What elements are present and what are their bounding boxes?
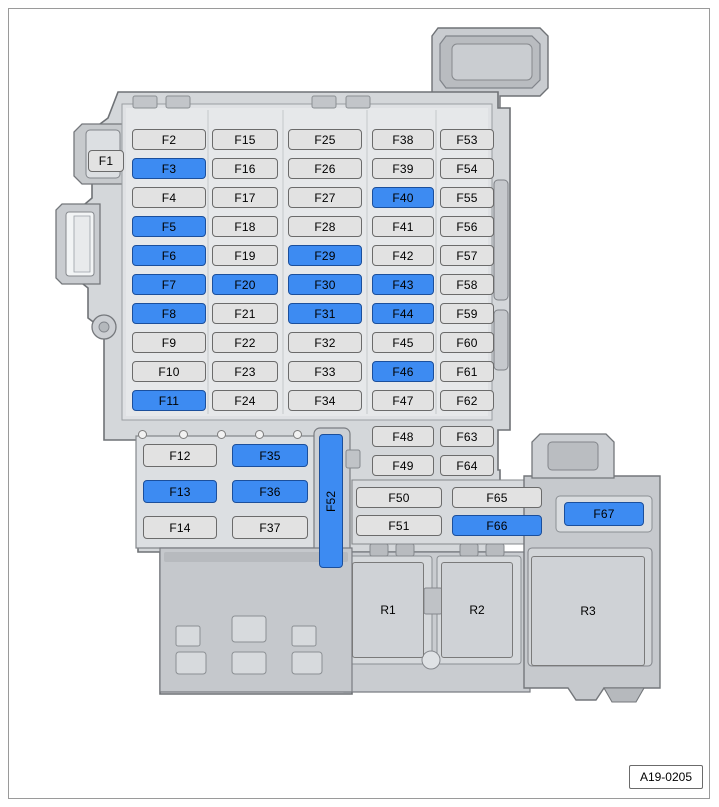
fuse-F67[interactable]: F67 (564, 502, 644, 526)
fuse-F24[interactable]: F24 (212, 390, 278, 411)
fuse-F2[interactable]: F2 (132, 129, 206, 150)
fuse-F9[interactable]: F9 (132, 332, 206, 353)
fuse-F32[interactable]: F32 (288, 332, 362, 353)
fuse-F44[interactable]: F44 (372, 303, 434, 324)
fuse-F7[interactable]: F7 (132, 274, 206, 295)
fuse-F15[interactable]: F15 (212, 129, 278, 150)
contact-point (217, 430, 226, 439)
contact-point (293, 430, 302, 439)
fuse-F29[interactable]: F29 (288, 245, 362, 266)
fuse-F49[interactable]: F49 (372, 455, 434, 476)
fuse-F61[interactable]: F61 (440, 361, 494, 382)
fuse-F18[interactable]: F18 (212, 216, 278, 237)
fuse-F56[interactable]: F56 (440, 216, 494, 237)
fuse-F57[interactable]: F57 (440, 245, 494, 266)
fuse-F45[interactable]: F45 (372, 332, 434, 353)
fuse-F39[interactable]: F39 (372, 158, 434, 179)
fuse-F63[interactable]: F63 (440, 426, 494, 447)
contact-point (179, 430, 188, 439)
fuse-F66[interactable]: F66 (452, 515, 542, 536)
fuse-F50[interactable]: F50 (356, 487, 442, 508)
fuse-F58[interactable]: F58 (440, 274, 494, 295)
fuse-F14[interactable]: F14 (143, 516, 217, 539)
relay-R1[interactable]: R1 (352, 562, 424, 658)
fuse-F8[interactable]: F8 (132, 303, 206, 324)
fuse-F37[interactable]: F37 (232, 516, 308, 539)
fuse-F26[interactable]: F26 (288, 158, 362, 179)
fuse-F42[interactable]: F42 (372, 245, 434, 266)
fuse-F62[interactable]: F62 (440, 390, 494, 411)
fuse-F31[interactable]: F31 (288, 303, 362, 324)
fuse-F38[interactable]: F38 (372, 129, 434, 150)
fuse-F20[interactable]: F20 (212, 274, 278, 295)
fuse-F46[interactable]: F46 (372, 361, 434, 382)
fuse-F55[interactable]: F55 (440, 187, 494, 208)
fuse-F40[interactable]: F40 (372, 187, 434, 208)
fuse-F4[interactable]: F4 (132, 187, 206, 208)
fuse-F22[interactable]: F22 (212, 332, 278, 353)
fuse-F5[interactable]: F5 (132, 216, 206, 237)
fuse-F6[interactable]: F6 (132, 245, 206, 266)
fuse-F52[interactable]: F52 (319, 434, 343, 568)
fuse-F11[interactable]: F11 (132, 390, 206, 411)
fuse-F23[interactable]: F23 (212, 361, 278, 382)
fuse-F47[interactable]: F47 (372, 390, 434, 411)
fuse-F51[interactable]: F51 (356, 515, 442, 536)
fuse-F3[interactable]: F3 (132, 158, 206, 179)
fuse-F21[interactable]: F21 (212, 303, 278, 324)
fuse-F41[interactable]: F41 (372, 216, 434, 237)
fuse-F65[interactable]: F65 (452, 487, 542, 508)
fuse-F34[interactable]: F34 (288, 390, 362, 411)
fuse-F64[interactable]: F64 (440, 455, 494, 476)
fuse-F19[interactable]: F19 (212, 245, 278, 266)
contact-point (255, 430, 264, 439)
fuse-F10[interactable]: F10 (132, 361, 206, 382)
fuse-F36[interactable]: F36 (232, 480, 308, 503)
fuse-F54[interactable]: F54 (440, 158, 494, 179)
fuse-F33[interactable]: F33 (288, 361, 362, 382)
fuse-F53[interactable]: F53 (440, 129, 494, 150)
fuse-F17[interactable]: F17 (212, 187, 278, 208)
fuse-F30[interactable]: F30 (288, 274, 362, 295)
fuse-F16[interactable]: F16 (212, 158, 278, 179)
contact-point (138, 430, 147, 439)
fuse-F12[interactable]: F12 (143, 444, 217, 467)
fuse-F48[interactable]: F48 (372, 426, 434, 447)
fuse-F1[interactable]: F1 (88, 150, 124, 172)
relay-R3[interactable]: R3 (531, 556, 645, 666)
fuse-F59[interactable]: F59 (440, 303, 494, 324)
fuse-F27[interactable]: F27 (288, 187, 362, 208)
fuse-F28[interactable]: F28 (288, 216, 362, 237)
fuse-F43[interactable]: F43 (372, 274, 434, 295)
figure-code: A19-0205 (629, 765, 703, 789)
fuse-F35[interactable]: F35 (232, 444, 308, 467)
relay-R2[interactable]: R2 (441, 562, 513, 658)
fuse-F60[interactable]: F60 (440, 332, 494, 353)
fuse-F25[interactable]: F25 (288, 129, 362, 150)
fuse-F13[interactable]: F13 (143, 480, 217, 503)
